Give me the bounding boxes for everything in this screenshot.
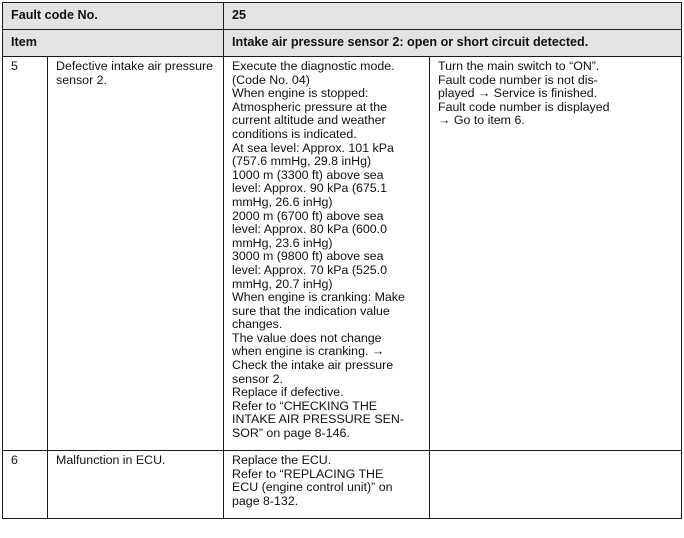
check-line: SOR” on page 8-146. [232,426,350,441]
confirm-line: Fault code number is displayed [438,99,610,114]
check-line: When engine is cranking: Make [232,290,405,305]
table-row-item-6 [3,451,682,519]
item-value: Intake air pressure sensor 2: open or short circuit detected. [224,30,682,57]
item-row [3,30,682,57]
check-line: INTAKE AIR PRESSURE SEN- [232,412,404,427]
item-label: Item [3,30,224,57]
check-line: 1000 m (3300 ft) above sea [232,167,384,182]
item-number: 5 [3,57,48,451]
check-line: sensor 2. [232,371,283,386]
fault-code-label: Fault code No. [3,3,224,30]
check-line: conditions is indicated. [232,126,357,141]
check-line: 3000 m (9800 ft) above sea [232,249,384,264]
check-line: (Code No. 04) [232,72,310,87]
check-line: page 8-132. [232,493,299,508]
confirm-line: Turn the main switch to “ON”. [438,59,600,73]
check-line: level: Approx. 70 kPa (525.0 [232,262,387,277]
check-line: current altitude and weather [232,113,386,128]
check-line: ECU (engine control unit)” on [232,480,393,495]
check-line: sure that the indication value [232,303,390,318]
confirm-cell [430,57,682,451]
check-line: mmHg, 20.7 inHg) [232,276,333,291]
cause-line: sensor 2. [56,72,107,87]
confirm-line: Fault code number is not dis- [438,72,598,87]
check-line: Replace the ECU. [232,453,332,467]
confirm-line: played → Service is finished. [438,86,598,101]
cause-cell [48,451,224,519]
fault-code-table-container [2,2,681,519]
item-number: 6 [3,451,48,519]
fault-code-row [3,3,682,30]
check-line: (757.6 mmHg, 29.8 inHg) [232,154,372,169]
check-line: Execute the diagnostic mode. [232,59,395,73]
check-line: Refer to “CHECKING THE [232,398,378,413]
check-line: When engine is stopped: [232,86,369,101]
cause-line: Malfunction in ECU. [56,453,166,467]
check-line: Check the intake air pressure [232,358,394,373]
check-line: The value does not change [232,330,382,345]
check-line: changes. [232,317,283,332]
check-line: Refer to “REPLACING THE [232,466,384,481]
cause-cell [48,57,224,451]
table-row-item-5 [3,57,682,451]
check-line: mmHg, 23.6 inHg) [232,235,333,250]
confirm-cell [430,451,682,519]
fault-code-table [2,2,682,519]
check-cell [224,57,430,451]
confirm-line: → Go to item 6. [438,113,525,128]
check-cell [224,451,430,519]
check-line: when engine is cranking. → [232,344,385,359]
check-line: 2000 m (6700 ft) above sea [232,208,384,223]
check-line: Replace if defective. [232,385,344,400]
check-line: At sea level: Approx. 101 kPa [232,140,394,155]
fault-code-value: 25 [224,3,682,30]
check-line: level: Approx. 80 kPa (600.0 [232,222,387,237]
check-line: level: Approx. 90 kPa (675.1 [232,181,387,196]
check-line: mmHg, 26.6 inHg) [232,194,333,209]
check-line: Atmospheric pressure at the [232,99,387,114]
cause-line: Defective intake air pressure [56,59,214,73]
